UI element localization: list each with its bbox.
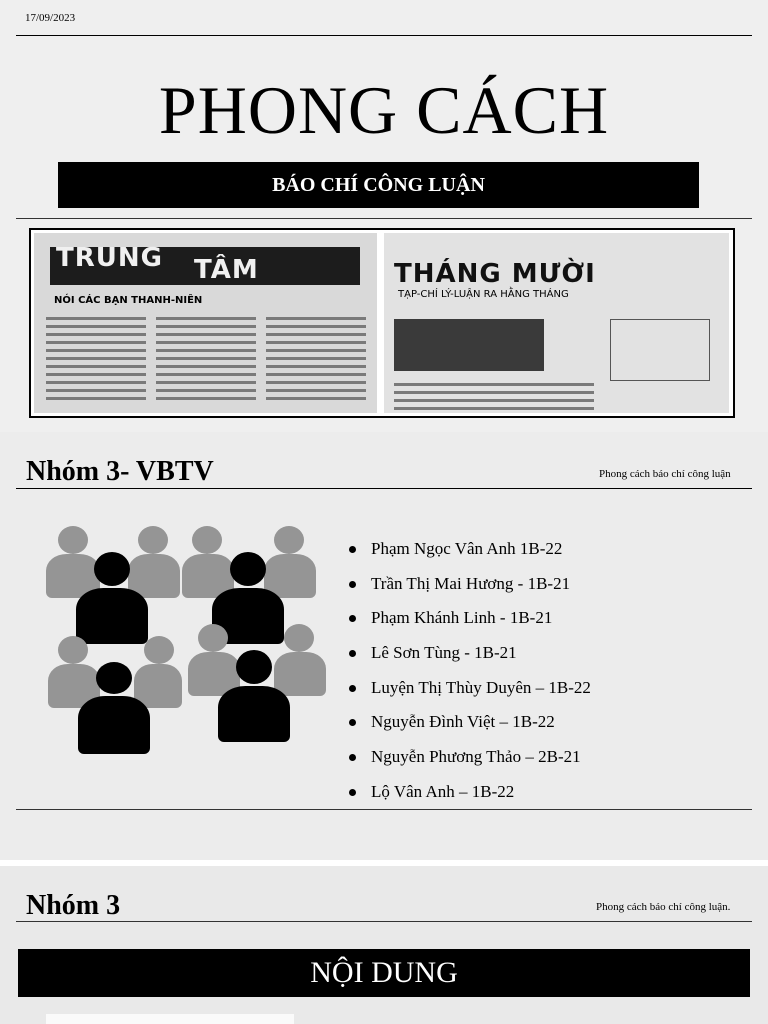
list-item: Lê Sơn Tùng - 1B-21 — [345, 636, 591, 671]
list-item: Phạm Ngọc Vân Anh 1B-22 — [345, 532, 591, 567]
newspaper-subheading: TẠP-CHÍ LÝ-LUẬN RA HẰNG THÁNG — [398, 289, 569, 300]
slide-subtitle-bar: BÁO CHÍ CÔNG LUẬN — [58, 162, 699, 208]
title-slide — [0, 0, 768, 432]
list-item: Nguyễn Đình Việt – 1B-22 — [345, 705, 591, 740]
member-list — [345, 532, 591, 810]
list-item: Phạm Khánh Linh - 1B-21 — [345, 601, 591, 636]
content-heading-bar: NỘI DUNG — [18, 949, 750, 997]
mid-rule — [16, 218, 752, 219]
list-item: Lộ Vân Anh – 1B-22 — [345, 775, 591, 810]
content-image — [46, 1014, 294, 1024]
text-column — [266, 317, 366, 405]
newspaper-sidebar — [610, 319, 710, 381]
header-rule — [16, 921, 752, 922]
members-slide — [0, 432, 768, 860]
list-item: Trần Thị Mai Hương - 1B-21 — [345, 567, 591, 602]
masthead-text: TÂM — [194, 255, 259, 285]
masthead-text: TRUNG — [56, 243, 163, 273]
footer-rule — [16, 809, 752, 810]
content-slide — [0, 866, 768, 1024]
newspaper-headline: NÓI CÁC BẠN THANH-NIÊN — [54, 295, 203, 306]
text-column — [156, 317, 256, 405]
list-item: Luyện Thị Thùy Duyên – 1B-22 — [345, 671, 591, 706]
text-column — [46, 317, 146, 405]
masthead-text: THÁNG MƯỜI — [394, 259, 596, 289]
section-title: Nhóm 3 — [26, 890, 121, 921]
top-rule — [16, 35, 752, 36]
section-title: Nhóm 3- VBTV — [26, 456, 214, 487]
list-item: Nguyễn Phương Thảo – 2B-21 — [345, 740, 591, 775]
group-people-icon — [44, 526, 334, 756]
newspaper-photo — [394, 319, 544, 371]
slide-date: 17/09/2023 — [25, 12, 76, 24]
newspaper-images — [29, 228, 735, 418]
newspaper-thang-muoi-image — [384, 233, 729, 413]
text-column — [394, 383, 594, 413]
section-note: Phong cách báo chí công luận — [599, 468, 731, 480]
newspaper-trung-tam-image — [34, 233, 377, 413]
slide-title: PHONG CÁCH — [158, 72, 610, 148]
header-rule — [16, 488, 752, 489]
section-note: Phong cách báo chí công luận. — [596, 901, 731, 913]
